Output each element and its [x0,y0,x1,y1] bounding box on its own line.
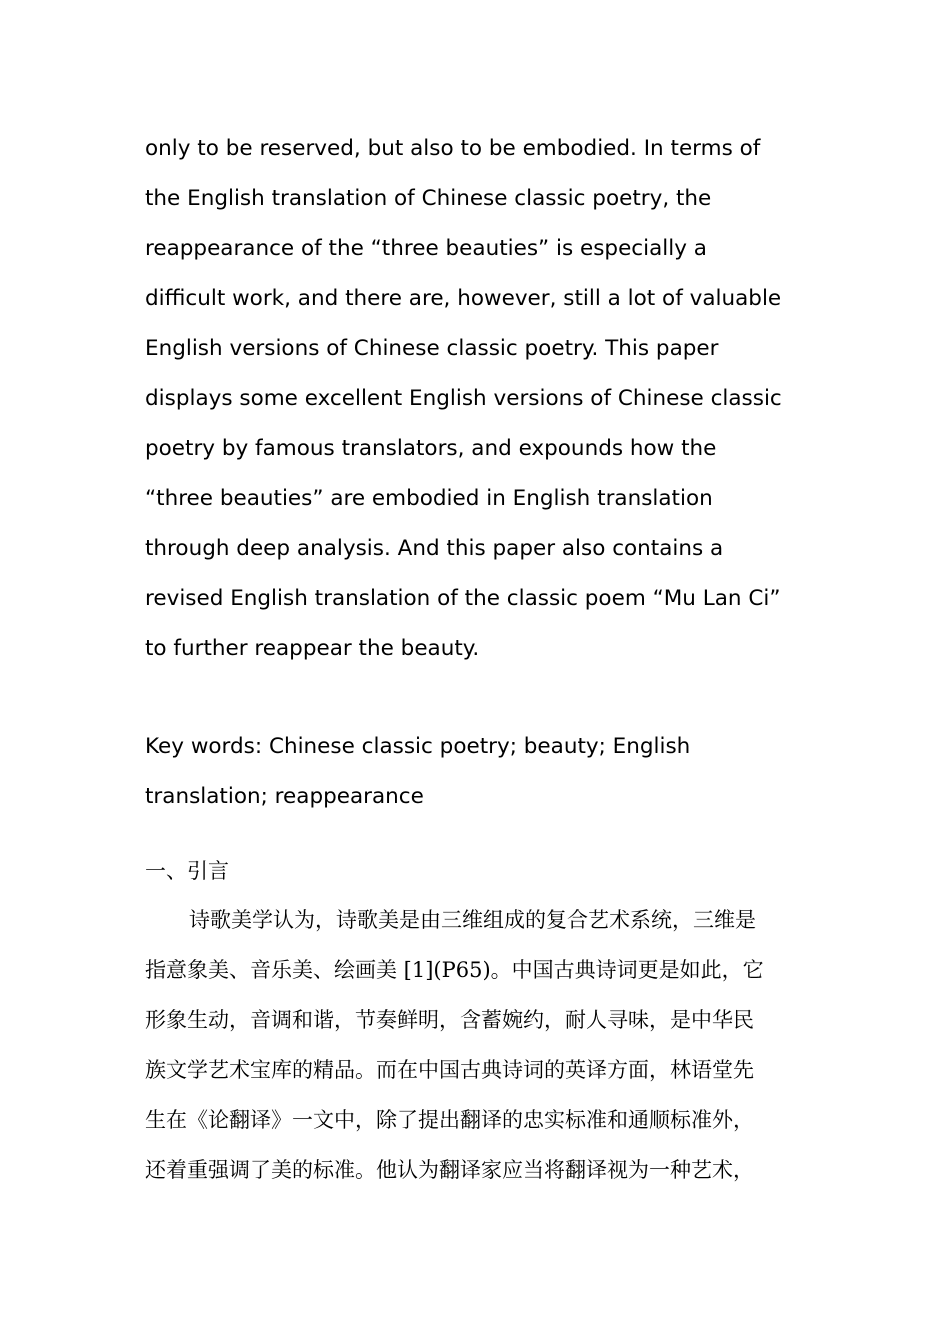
keywords-line: translation; reappearance [145,784,424,809]
abstract-line: the English translation of Chinese classic poetry, the [145,186,712,211]
abstract-paragraph [145,124,835,674]
abstract-line: only to be reserved, but also to be embodied. In terms of [145,136,761,161]
body-line: 形象生动，音调和谐，节奏鲜明，含蓄婉约，耐人寻味，是中华民 [145,1008,754,1032]
abstract-line: to further reappear the beauty. [145,636,480,661]
abstract-line: difficult work, and there are, however, still a lot of valuable [145,286,782,311]
keywords-paragraph [145,722,835,822]
abstract-line: reappearance of the “three beauties” is especially a [145,236,707,261]
body-line: 还着重强调了美的标准。他认为翻译家应当将翻译视为一种艺术， [145,1158,754,1182]
abstract-line: through deep analysis. And this paper also contains a [145,536,724,561]
abstract-line: displays some excellent English versions of Chinese classic [145,386,782,411]
abstract-line: English versions of Chinese classic poetry. This paper [145,336,719,361]
abstract-line: “three beauties” are embodied in English translation [145,486,713,511]
body-line: 生在《论翻译》一文中，除了提出翻译的忠实标准和通顺标准外， [145,1108,754,1132]
abstract-line: poetry by famous translators, and expounds how the [145,436,717,461]
keywords-line: Key words: Chinese classic poetry; beauty; English [145,734,691,759]
abstract-line: revised English translation of the classic poem “Mu Lan Ci” [145,586,781,611]
body-line: 族文学艺术宝库的精品。而在中国古典诗词的英译方面，林语堂先 [145,1058,754,1082]
body-line: 诗歌美学认为，诗歌美是由三维组成的复合艺术系统，三维是 [189,908,756,932]
body-line: 指意象美、音乐美、绘画美 [1](P65)。中国古典诗词更是如此，它 [145,958,764,982]
introduction-paragraph [145,895,835,1195]
section-heading: 一、引言 [145,859,229,883]
